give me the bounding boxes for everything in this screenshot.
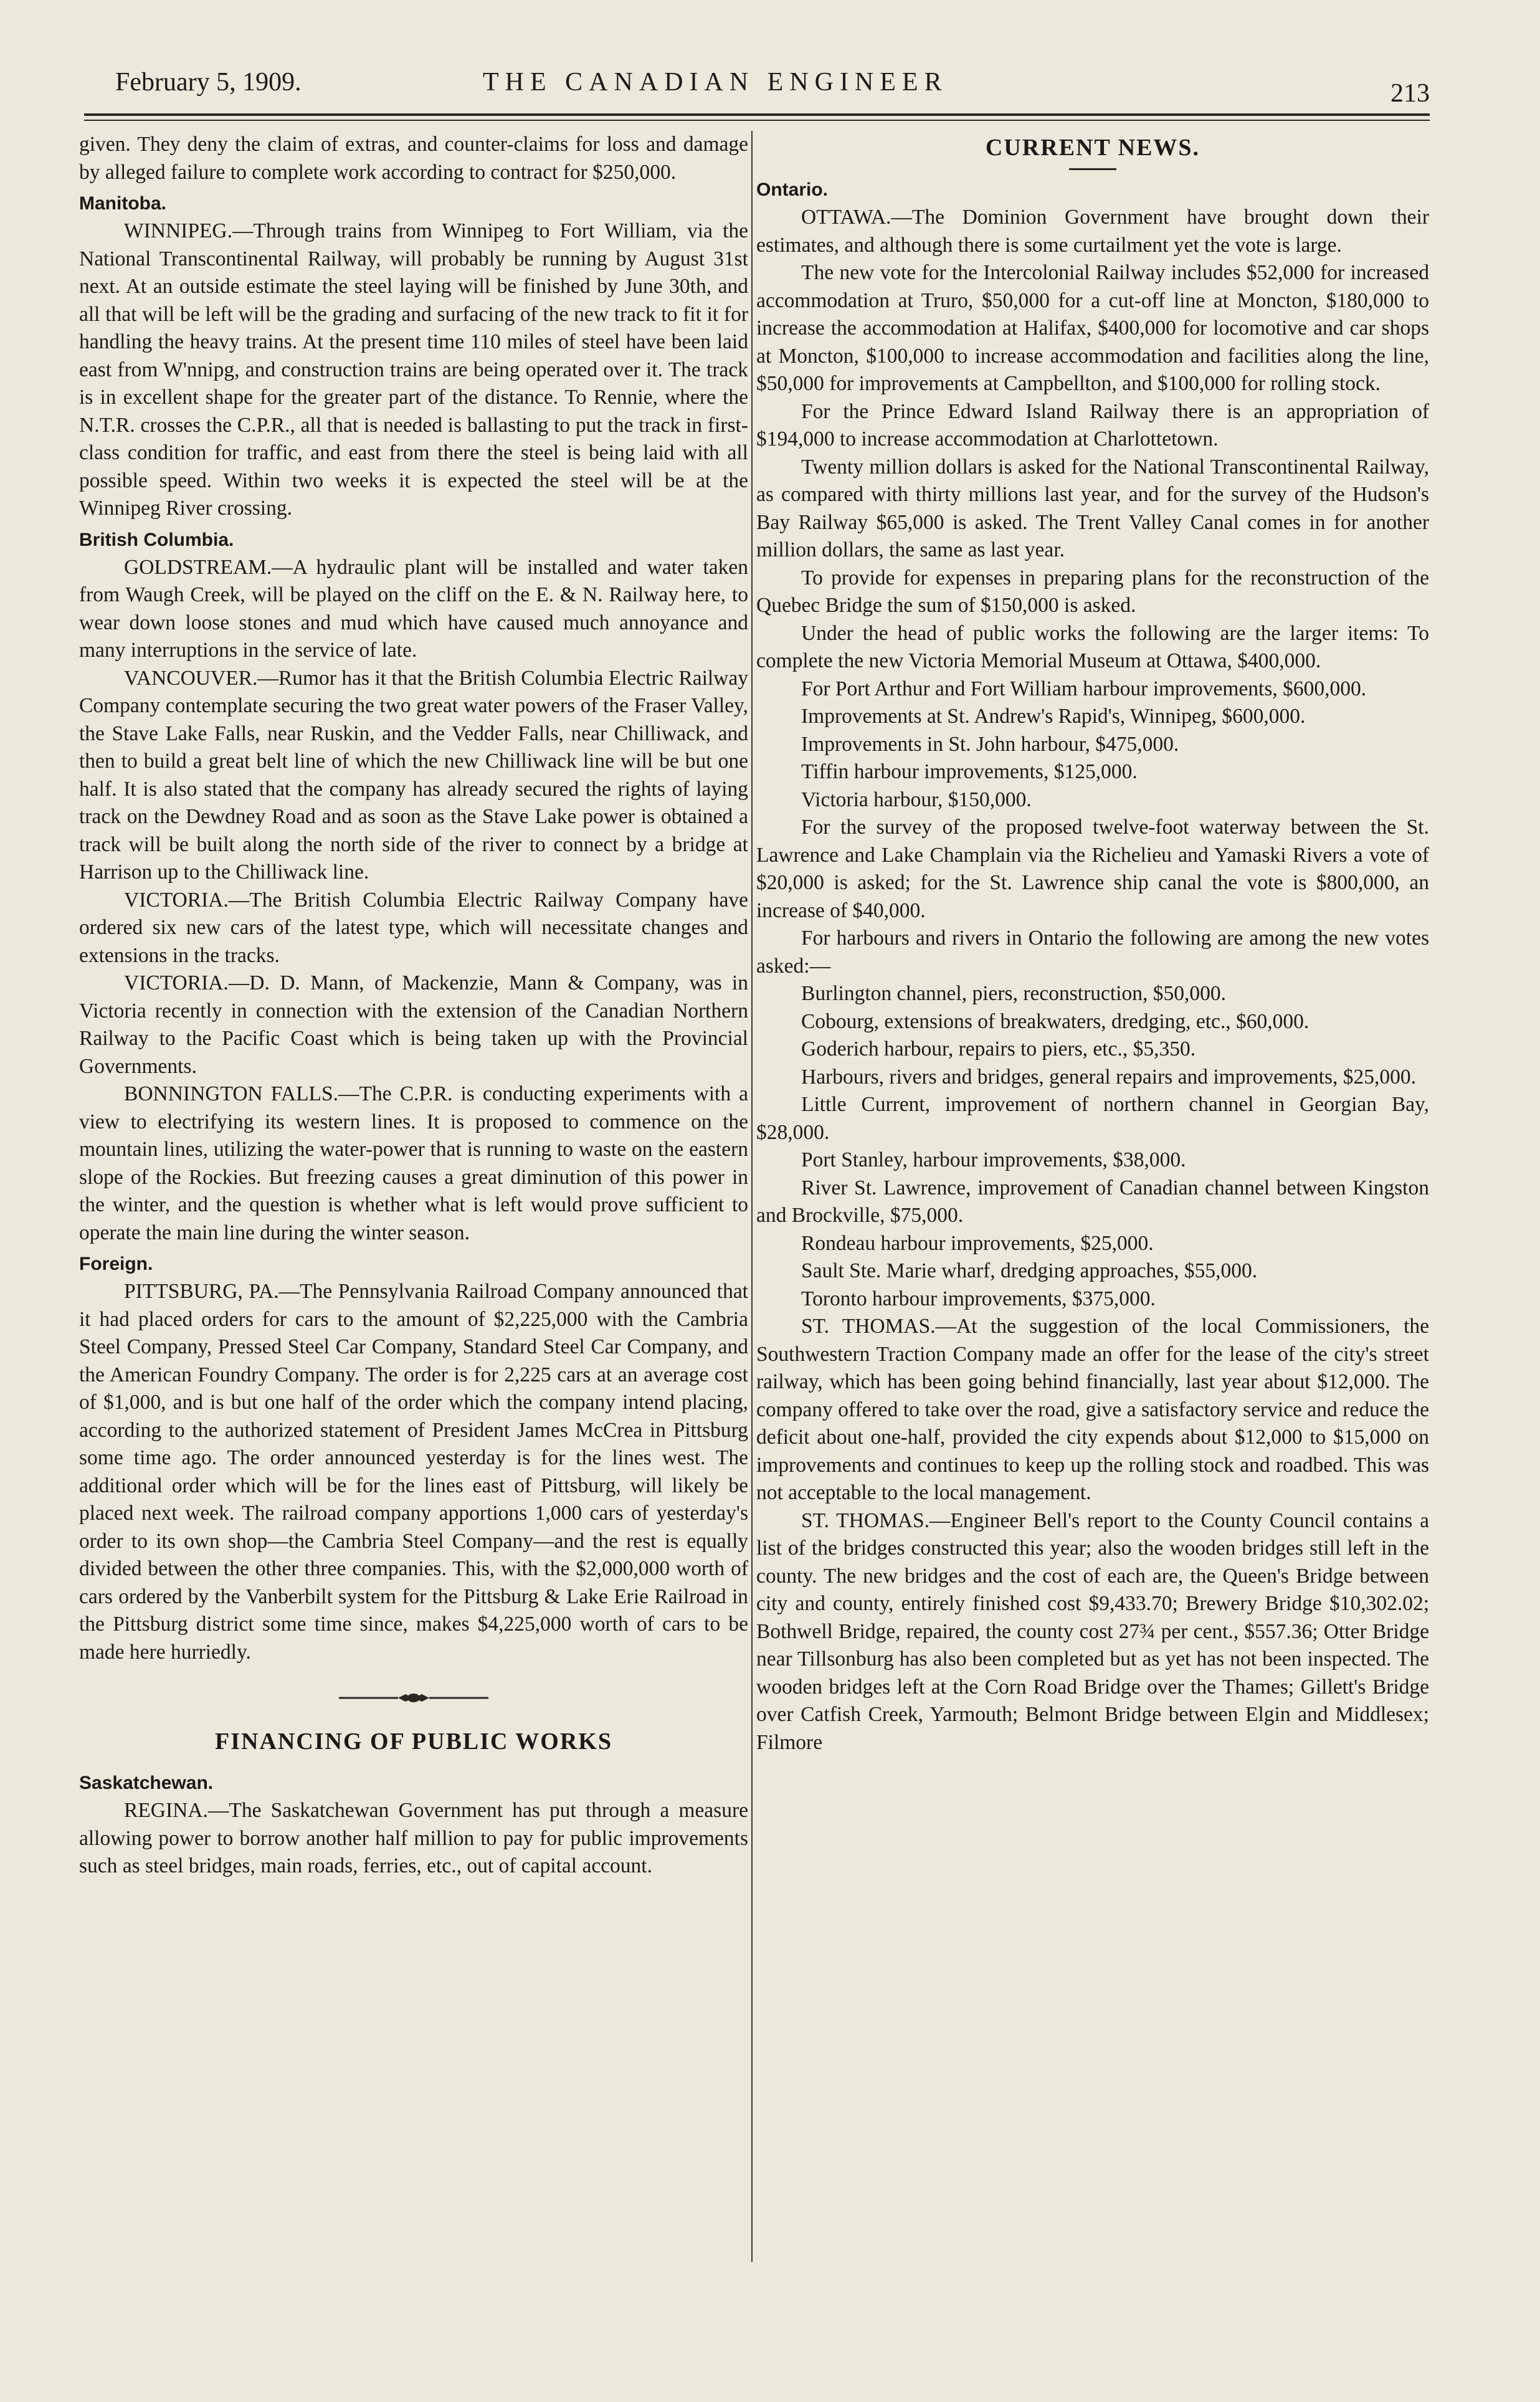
news-paragraph: ST. THOMAS.—At the suggestion of the local Commissioners, the Southwestern Traction Company made an offer for the lease of the city's street railway, which has been going behind financially, last year about $12,000. The company offered to take over the road, give a satisfactory service and reduce the deficit about one-half, provided the city expends about $12,000 to $15,000 on improvements and continues to keep up the rolling stock and roadbed. This was not acceptable to the local management. bbox=[756, 1315, 1429, 1504]
page-number: 213 bbox=[1390, 79, 1430, 108]
news-paragraph: For the Prince Edward Island Railway there is an appropriation of $194,000 to increase accommodation at Charlottetown. bbox=[756, 399, 1429, 450]
news-paragraph: Goderich harbour, repairs to piers, etc., $5,350. bbox=[801, 1037, 1196, 1060]
news-paragraph: For harbours and rivers in Ontario the following are among the new votes asked:— bbox=[756, 927, 1429, 978]
news-paragraph: For Port Arthur and Fort William harbour improvements, $600,000. bbox=[801, 677, 1367, 700]
news-paragraph: For the survey of the proposed twelve-foot waterway between the St. Lawrence and Lake Champlain via the Richelieu and Yamaski Rivers a vote of $20,000 is asked; for the St. Lawrence ship canal the vote is $800,000, an increase of $40,000. bbox=[756, 816, 1429, 922]
news-paragraph: VICTORIA.—The British Columbia Electric Railway Company have ordered six new cars of the latest type, which will necessitate changes and extensions in the tracks. bbox=[79, 888, 748, 967]
news-paragraph: Tiffin harbour improvements, $125,000. bbox=[801, 760, 1138, 783]
news-paragraph: Under the head of public works the following are the larger items: To complete the new Victoria Memorial Museum at Ottawa, $400,000. bbox=[756, 621, 1429, 672]
news-paragraph: Improvements at St. Andrew's Rapid's, Winnipeg, $600,000. bbox=[801, 705, 1306, 728]
news-paragraph: GOLDSTREAM.—A hydraulic plant will be installed and water taken from Waugh Creek, will be played on the cliff on the E. & N. Railway here, to wear down loose stones and mud which have caused much annoyance and many interruptions in the service of late. bbox=[79, 555, 748, 662]
news-paragraph: Cobourg, extensions of breakwaters, dredging, etc., $60,000. bbox=[801, 1009, 1309, 1033]
news-paragraph: VICTORIA.—D. D. Mann, of Mackenzie, Mann & Company, was in Victoria recently in connection with the extension of the Canadian Northern Railway to the Pacific Coast which is being taken up with the Provincial Governments. bbox=[79, 971, 748, 1078]
news-paragraph: To provide for expenses in preparing plans for the reconstruction of the Quebec Bridge the sum of $150,000 is asked. bbox=[756, 566, 1429, 617]
column-divider bbox=[751, 131, 753, 2262]
region-heading-british-columbia: British Columbia. bbox=[79, 529, 234, 550]
news-paragraph: Sault Ste. Marie wharf, dredging approaches, $55,000. bbox=[801, 1259, 1258, 1282]
news-paragraph: REGINA.—The Saskatchewan Government has put through a measure allowing power to borrow another half million to pay for public improvements such as steel bridges, main roads, ferries, etc., out of capital account. bbox=[79, 1799, 748, 1877]
region-heading-foreign: Foreign. bbox=[79, 1254, 153, 1274]
news-paragraph: BONNINGTON FALLS.—The C.P.R. is conducting experiments with a view to electrifying its western lines. It is proposed to commence on the mountain lines, utilizing the water-power that is running to waste on the eastern slope of the Rockies. But freezing causes a great diminution of this power in the winter, and the question is whether what is left would prove sufficient to operate the main line during the winter season. bbox=[79, 1082, 748, 1244]
header-rule bbox=[84, 113, 1430, 116]
news-paragraph: River St. Lawrence, improvement of Canadian channel between Kingston and Brockville, $75,000. bbox=[756, 1176, 1429, 1227]
news-paragraph: Victoria harbour, $150,000. bbox=[801, 788, 1032, 811]
news-paragraph: Harbours, rivers and bridges, general repairs and improvements, $25,000. bbox=[801, 1065, 1417, 1089]
news-paragraph: Port Stanley, harbour improvements, $38,000. bbox=[801, 1148, 1186, 1171]
news-paragraph: PITTSBURG, PA.—The Pennsylvania Railroad Company announced that it had placed orders for cars to the amount of $2,225,000 with the Cambria Steel Company, Pressed Steel Car Company, Standard Steel Car Company, and the American Foundry Company. The order is for 2,225 cars at an average cost of $1,000, and is but one half of the order which the company intend placing, according to the authorized statement of President James McCrea in Pittsburg some time ago. The order announced yesterday is for the lines west. The additional order which will be for the lines east of Pittsburg, will likely be placed next week. The railroad company apportions 1,000 cars of yesterday's order to its own shop—the Cambria Steel Company—and the rest is equally divided between the other three companies. This, with the $2,000,000 worth of cars ordered by the Vanberbilt system for the Pittsburg & Lake Erie Railroad in the Pittsburg district some time since, makes $4,225,000 worth of cars to be made here hurriedly. bbox=[79, 1280, 748, 1664]
section-title-financing: FINANCING OF PUBLIC WORKS bbox=[215, 1728, 612, 1755]
news-paragraph: Improvements in St. John harbour, $475,000. bbox=[801, 732, 1179, 756]
ornament-divider bbox=[79, 1689, 748, 1707]
news-paragraph: OTTAWA.—The Dominion Government have brought down their estimates, and although there is some curtailment yet the vote is large. bbox=[756, 206, 1429, 257]
region-heading-ontario: Ontario. bbox=[756, 179, 829, 200]
news-paragraph: Burlington channel, piers, reconstruction, $50,000. bbox=[801, 982, 1226, 1005]
current-news-body bbox=[756, 204, 1429, 1756]
section-title-current-news: CURRENT NEWS. bbox=[985, 135, 1200, 161]
news-paragraph: Rondeau harbour improvements, $25,000. bbox=[801, 1231, 1154, 1255]
page-header bbox=[115, 67, 1430, 108]
publication-title: THE CANADIAN ENGINEER bbox=[483, 68, 948, 97]
title-underline bbox=[1069, 168, 1116, 170]
issue-date: February 5, 1909. bbox=[115, 68, 302, 97]
region-heading-manitoba: Manitoba. bbox=[79, 193, 166, 214]
news-paragraph: Little Current, improvement of northern channel in Georgian Bay, $28,000. bbox=[756, 1093, 1429, 1144]
continued-paragraph: given. They deny the claim of extras, and counter-claims for loss and damage by alleged failure to complete work according to contract for $250,000. bbox=[79, 133, 748, 184]
news-paragraph: Twenty million dollars is asked for the National Transcontinental Railway, as compared with thirty millions last year, and for the survey of the Hudson's Bay Railway $65,000 is asked. The Trent Valley Canal comes in for another million dollars, the same as last year. bbox=[756, 455, 1429, 561]
news-paragraph: WINNIPEG.—Through trains from Winnipeg to Fort William, via the National Transcontinental Railway, will probably be running by August 31st next. At an outside estimate the steel laying will be finished by June 30th, and all that will be left will be the grading and surfacing of the new track to fit it for handling the heavy trains. At the present time 110 miles of steel have been laid east from W'nnipg, and construction trains are being operated over it. The track is in excellent shape for the greater part of the distance. To Rennie, where the N.T.R. crosses the C.P.R., all that is needed is ballasting to put the track in first-class condition for traffic, and east from there the steel is being laid with all possible speed. Within two weeks it is expected the steel will be at the Winnipeg River crossing. bbox=[79, 219, 748, 520]
header-rule-thin bbox=[84, 120, 1430, 121]
news-paragraph: Toronto harbour improvements, $375,000. bbox=[801, 1287, 1156, 1310]
left-column bbox=[79, 131, 748, 1880]
region-heading-saskatchewan: Saskatchewan. bbox=[79, 1773, 214, 1793]
news-paragraph: VANCOUVER.—Rumor has it that the British Columbia Electric Railway Company contemplate securing the two great water powers of the Fraser Valley, the Stave Lake Falls, near Ruskin, and the Vedder Falls, near Chilliwack, and then to build a great belt line of which the new Chilliwack line will be but one half. It is also stated that the company has already secured the rights of laying track on the Dewdney Road and as soon as the Stave Lake power is obtained a track will be built along the north side of the river to connect by a bridge at Harrison up to the Chilliwack line. bbox=[79, 666, 748, 884]
news-paragraph: ST. THOMAS.—Engineer Bell's report to the County Council contains a list of the bridges constructed this year; also the wooden bridges still left in the county. The new bridges and the cost of each are, the Queen's Bridge between city and county, entirely finished cost $9,433.70; Brewery Bridge $10,302.02; Bothwell Bridge, repaired, the county cost 27¾ per cent., $557.36; Otter Bridge near Tillsonburg has also been completed but as yet has not been inspected. The wooden bridges left at the Corn Road Bridge over the Thames; Gillett's Bridge over Catfish Creek, Yarmouth; Belmont Bridge between Elgin and Middlesex; Filmore bbox=[756, 1508, 1429, 1754]
right-column bbox=[756, 131, 1429, 1756]
news-paragraph: The new vote for the Intercolonial Railway includes $52,000 for increased accommodation at Truro, $50,000 for a cut-off line at Moncton, $180,000 to increase the accommodation at Halifax, $400,000 for locomotive and car shops at Moncton, $100,000 to increase accommodation and facilities along the line, $50,000 for improvements at Campbellton, and $100,000 for rolling stock. bbox=[756, 261, 1429, 395]
